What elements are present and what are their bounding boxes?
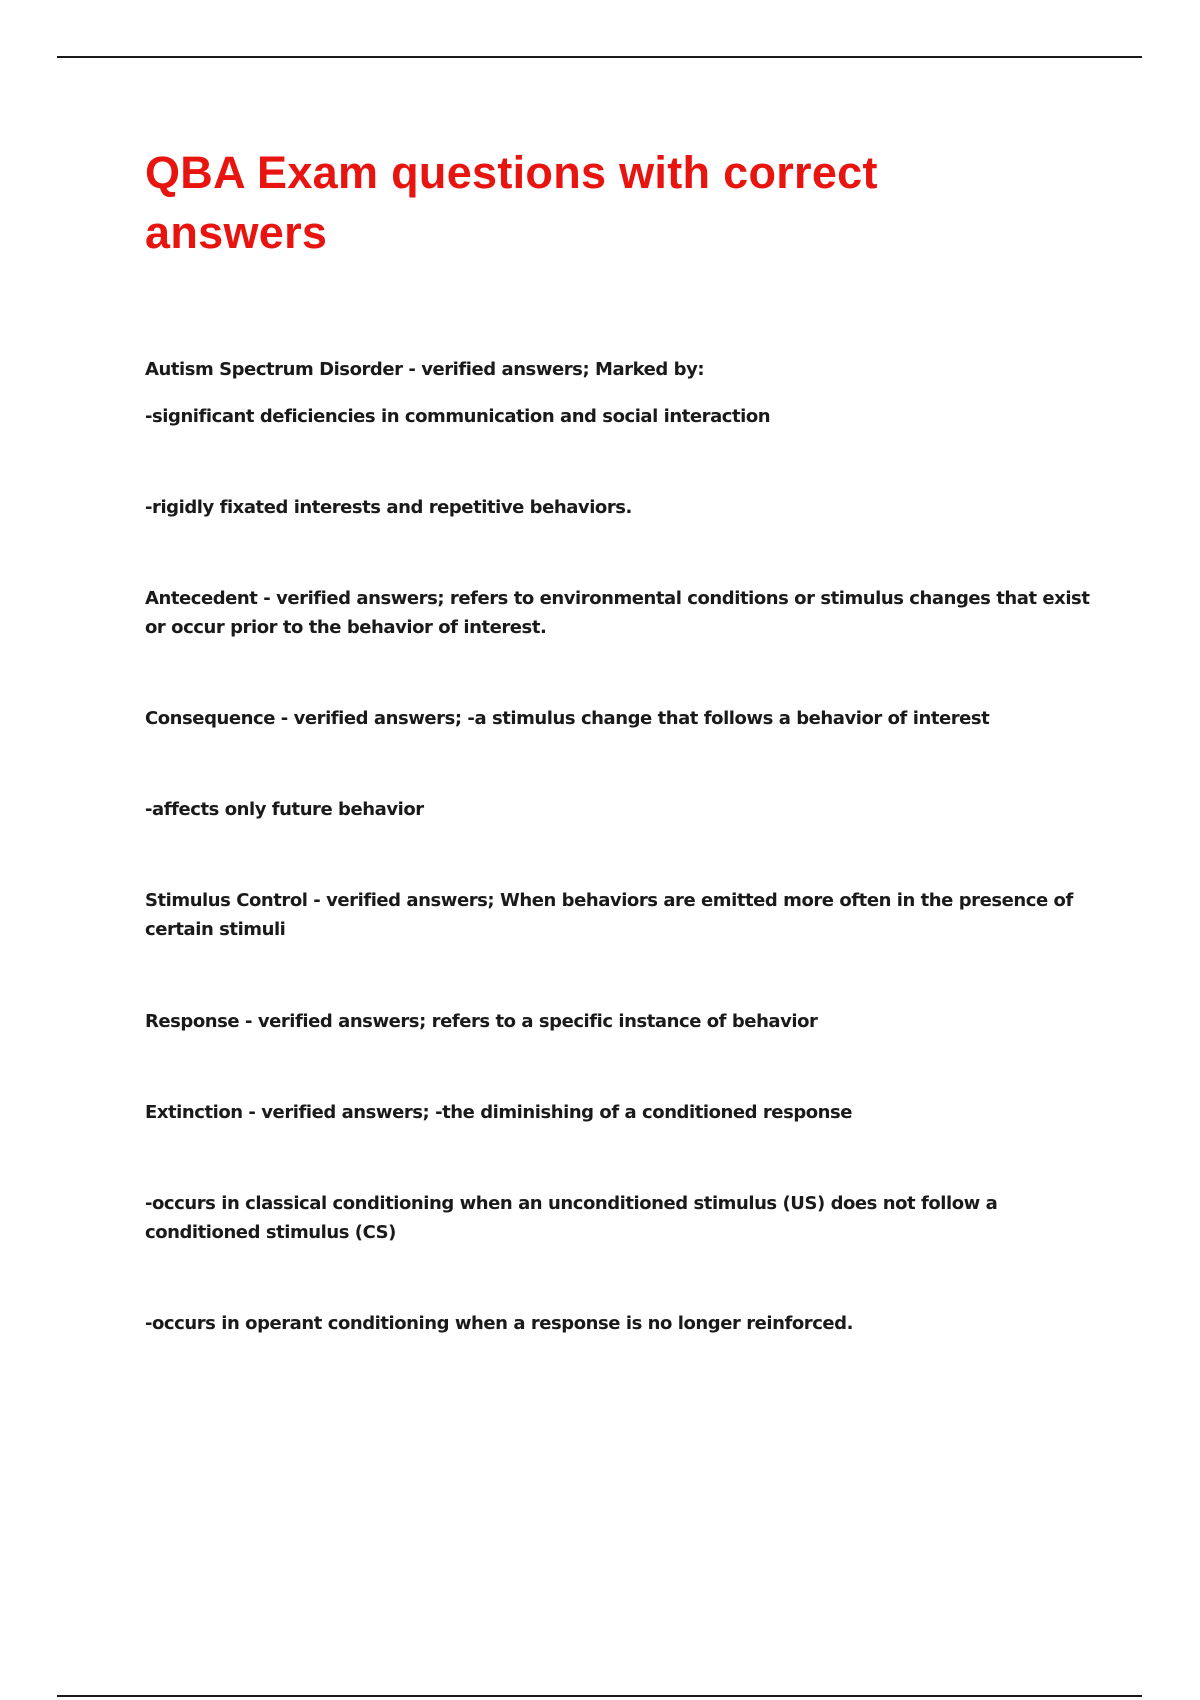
paragraph-consequence: Consequence - verified answers; -a stimulus change that follows a behavior of interest [145, 708, 990, 729]
page-title: QBA Exam questions with correct answers [145, 147, 878, 258]
paragraph-stimulus-control: Stimulus Control - verified answers; When behaviors are emitted more often in the presence of certain stimuli [145, 890, 1073, 940]
paragraph-autism-point-2: -rigidly fixated interests and repetitive behaviors. [145, 497, 632, 518]
header-rule [57, 56, 1142, 58]
paragraph-extinction: Extinction - verified answers; -the diminishing of a conditioned response [145, 1102, 853, 1123]
paragraph-extinction-classical: -occurs in classical conditioning when an unconditioned stimulus (US) does not follow a conditioned stimulus (CS) [145, 1193, 998, 1243]
footer-rule [57, 1695, 1142, 1697]
paragraph-autism-point-1: -significant deficiencies in communication and social interaction [145, 406, 771, 427]
paragraph-autism-definition: Autism Spectrum Disorder - verified answers; Marked by: [145, 359, 705, 380]
paragraph-response: Response - verified answers; refers to a specific instance of behavior [145, 1011, 818, 1032]
paragraph-consequence-point: -affects only future behavior [145, 799, 424, 820]
paragraph-extinction-operant: -occurs in operant conditioning when a response is no longer reinforced. [145, 1313, 853, 1334]
paragraph-antecedent: Antecedent - verified answers; refers to environmental conditions or stimulus changes that exist or occur prior to the behavior of interest. [145, 588, 1090, 638]
